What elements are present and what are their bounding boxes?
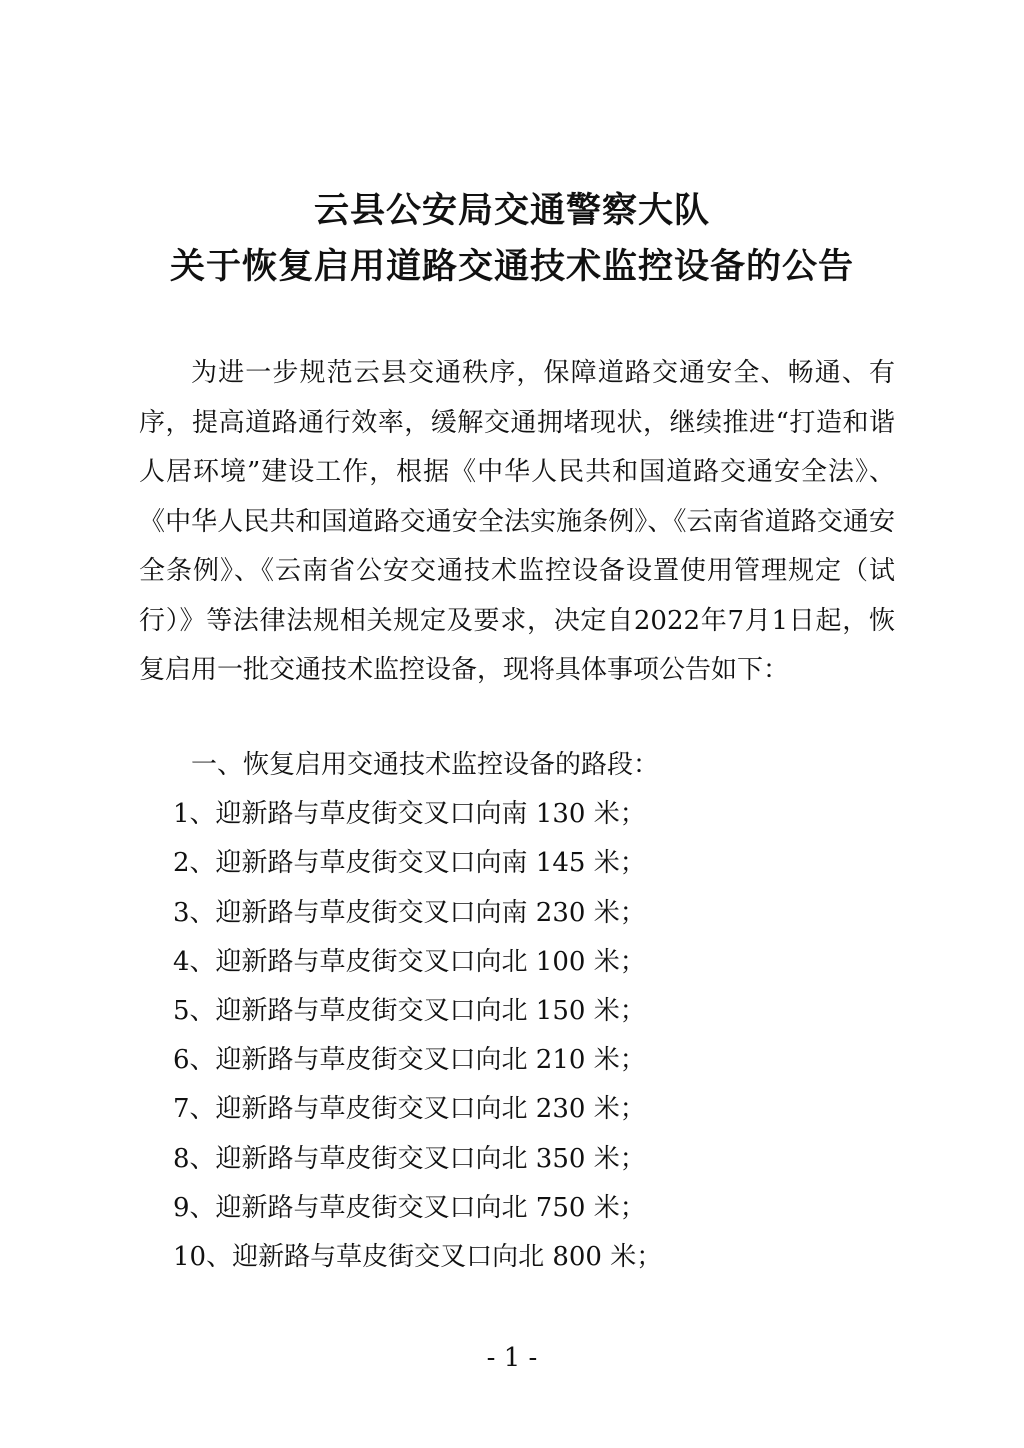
list-item: 5、迎新路与草皮街交叉口向北 150 米；	[173, 996, 646, 1027]
intro-paragraph: 为进一步规范云县交通秩序，保障道路交通安全、畅通、有序，提高道路通行效率，缓解交通拥堵现状，继续推进“打造和谐人居环境”建设工作，根据《中华人民共和国道路交通安全法》、《中华人民共和国道路交通安全法实施条例》、《云南省道路交通安全条例》、《云南省公安交通技术监控设备设置使用管理规定（试行）》等法律法规相关规定及要求，决定自2022年7月1日起，恢复启用一批交通技术监控设备，现将具体事项公告如下：	[139, 358, 895, 685]
list-item: 10、迎新路与草皮街交叉口向北 800 米；	[173, 1242, 663, 1273]
document-title-line-1: 云县公安局交通警察大队	[313, 191, 710, 231]
list-item: 9、迎新路与草皮街交叉口向北 750 米；	[173, 1192, 646, 1223]
page-number: - 1 -	[486, 1343, 538, 1373]
list-item: 3、迎新路与草皮街交叉口向南 230 米；	[173, 897, 646, 928]
list-item: 8、迎新路与草皮街交叉口向北 350 米；	[173, 1143, 646, 1174]
list-item: 6、迎新路与草皮街交叉口向北 210 米；	[173, 1045, 646, 1076]
list-item: 4、迎新路与草皮街交叉口向北 100 米；	[173, 946, 646, 977]
document-title-line-2: 关于恢复启用道路交通技术监控设备的公告	[169, 247, 854, 287]
road-section-list	[139, 741, 899, 1282]
list-item: 2、迎新路与草皮街交叉口向南 145 米；	[173, 848, 646, 879]
list-item: 7、迎新路与草皮街交叉口向北 230 米；	[173, 1094, 646, 1125]
section-heading: 一、恢复启用交通技术监控设备的路段：	[191, 750, 660, 780]
list-item: 1、迎新路与草皮街交叉口向南 130 米；	[173, 799, 646, 830]
